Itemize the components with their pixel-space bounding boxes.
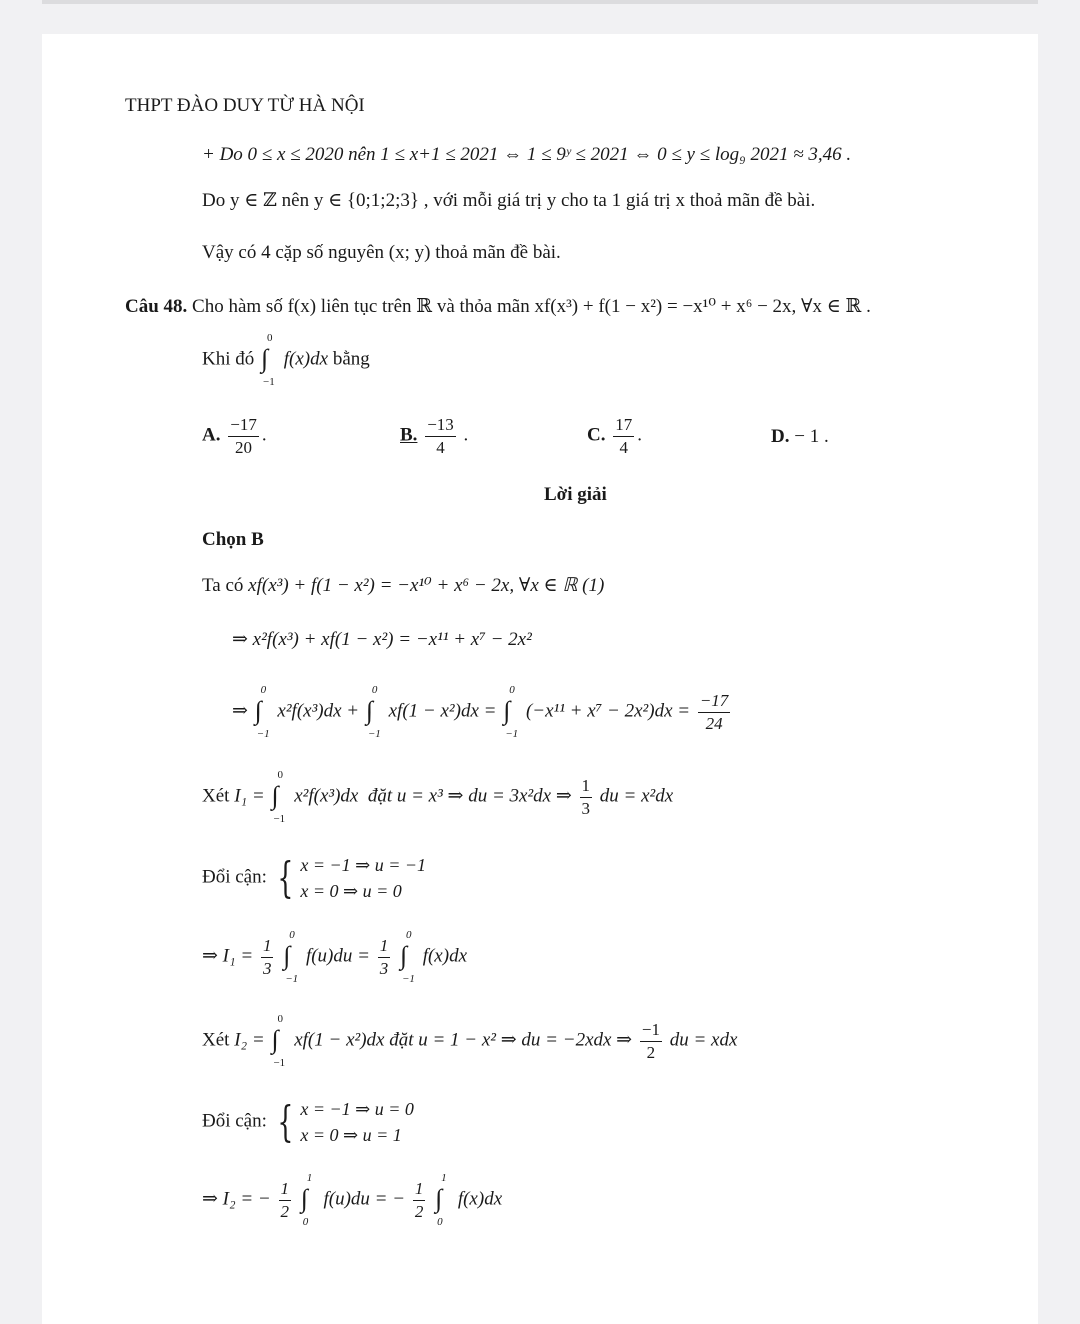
i2-definition: Xét I₂ = 0 ∫ −1 xf(1 − x²)dx đặt u = 1 − x² ⇒ du = −2xdx ⇒ $\frac{-1}{2}$ du = xdx [202,1013,738,1069]
step-3: ⇒ 0 ∫ −1 x²f(x³)dx + 0 ∫ −1 xf(1 − x²)dx = 0 ∫ −1 (−x¹¹ + x⁷ − 2x²)dx = $\frac{-17}{24}$ [232,684,729,740]
question-label: Câu 48. [125,296,188,317]
integral-symbol: 0 ∫ −1 [283,929,299,985]
option-b-fraction: $\frac{-13}{4}$ [427,415,454,457]
integral-symbol: 1 ∫ 0 [435,1172,447,1228]
i1-definition: Xét I₁ = 0 ∫ −1 x²f(x³)dx đặt u = x³ ⇒ du = 3x²dx ⇒ $\frac{1}{3}$ du = x²dx [202,769,674,825]
school-header: THPT ĐÀO DUY TỪ HÀ NỘI [125,95,365,116]
option-d-label: D. [771,426,790,447]
integral-symbol: 0 ∫ −1 [254,684,270,740]
ask-suffix: bằng [332,348,370,370]
option-a[interactable]: A. $\frac{-17}{20}$ . [202,415,267,457]
option-c[interactable]: C. $\frac{17}{4}$ . [587,415,642,457]
solution-line-3: Vậy có 4 cặp số nguyên (x; y) thoả mãn đề bài. [202,242,561,263]
integral-symbol: 0 ∫ −1 [261,332,275,388]
solution-title: Lời giải [544,484,607,505]
option-d-value: − 1 . [794,426,829,447]
option-c-fraction: $\frac{17}{4}$ [615,415,633,457]
brace-icon: { [277,853,294,903]
viewer-top-bar [42,0,1038,4]
question-48 [125,297,871,316]
bounds-1: Đổi cận: { x = −1 ⇒ u = −1 x = 0 ⇒ u = 0 [202,853,427,903]
solution-line-1: + Do 0 ≤ x ≤ 2020 nên 1 ≤ x+1 ≤ 2021 ⇔ 1 ≤ 9ʸ ≤ 2021 ⇔ 0 ≤ y ≤ log₉ 2021 ≈ 3,46 . [202,144,852,165]
integral-symbol: 0 ∫ −1 [503,684,519,740]
question-ask [202,332,370,388]
ask-integrand: f(x)dx [283,348,329,370]
bounds-2: Đổi cận: { x = −1 ⇒ u = 0 x = 0 ⇒ u = 1 [202,1097,414,1147]
solution-line-2: Do y ∈ ℤ nên y ∈ {0;1;2;3} , với mỗi giá trị y cho ta 1 giá trị x thoả mãn đề bài. [202,190,816,211]
document-page [42,34,1038,1324]
option-a-fraction: $\frac{-17}{20}$ [230,415,257,457]
option-c-label: C. [587,424,606,446]
i2-result: ⇒ I₂ = − $\frac{1}{2}$ 1 ∫ 0 f(u)du = − $\frac{1}{2}$ 1 ∫ 0 f(x)dx [202,1172,503,1228]
i1-result: ⇒ I₁ = $\frac{1}{3}$ 0 ∫ −1 f(u)du = $\frac{1}{3}$ 0 ∫ −1 f(x)dx [202,929,468,985]
ask-prefix: Khi đó [202,348,255,370]
integral-symbol: 0 ∫ −1 [271,769,286,825]
option-d[interactable] [771,427,829,446]
question-text: Cho hàm số f(x) liên tục trên ℝ và thỏa mãn xf(x³) + f(1 − x²) = −x¹⁰ + x⁶ − 2x, ∀x ∈ ℝ . [192,296,871,317]
chosen-answer: Chọn B [202,529,264,550]
integral-symbol: 0 ∫ −1 [365,684,381,740]
integral-symbol: 0 ∫ −1 [271,1013,286,1069]
step-1: Ta có xf(x³) + f(1 − x²) = −x¹⁰ + x⁶ − 2x, ∀x ∈ ℝ (1) [202,575,605,596]
step-2: ⇒ x²f(x³) + xf(1 − x²) = −x¹¹ + x⁷ − 2x² [232,629,532,650]
integral-symbol: 0 ∫ −1 [399,929,415,985]
option-b[interactable]: B. $\frac{-13}{4}$ . [400,415,469,457]
option-a-label: A. [202,424,221,446]
step-3-result: $\frac{-17}{24}$ [699,690,729,733]
brace-icon: { [277,1097,294,1147]
option-b-label: B. [400,424,418,446]
integral-symbol: 1 ∫ 0 [300,1172,313,1228]
